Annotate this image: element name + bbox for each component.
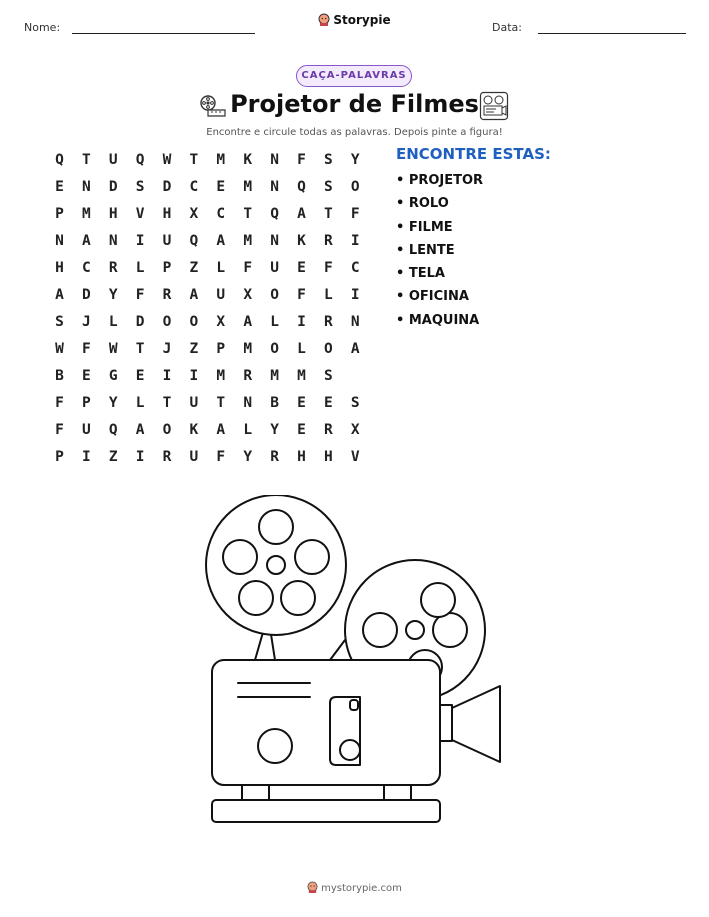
storypie-logo-icon xyxy=(307,881,318,893)
page-title: Projetor de Filmes xyxy=(230,90,479,118)
grid-letter[interactable]: A xyxy=(81,233,91,249)
instructions: Encontre e circule todas as palavras. Depois pinte a figura! xyxy=(206,127,503,138)
grid-letter[interactable]: P xyxy=(162,260,172,276)
grid-letter[interactable]: N xyxy=(243,395,253,411)
grid-letter[interactable]: U xyxy=(189,395,199,411)
grid-letter[interactable]: T xyxy=(81,152,91,168)
grid-letter[interactable]: H xyxy=(297,449,306,465)
grid-letter[interactable]: U xyxy=(270,260,279,276)
brand xyxy=(0,13,709,27)
grid-letter[interactable]: E xyxy=(297,395,306,411)
grid-letter[interactable]: F xyxy=(135,287,145,303)
grid-letter[interactable]: Q xyxy=(55,152,64,168)
grid-letter[interactable]: M xyxy=(297,368,306,384)
grid-letter[interactable]: F xyxy=(350,206,360,222)
grid-letter[interactable]: F xyxy=(81,341,91,357)
grid-letter[interactable]: R xyxy=(162,449,172,465)
grid-letter[interactable]: A xyxy=(135,422,145,438)
grid-letter[interactable]: R xyxy=(108,260,118,276)
grid-letter[interactable]: R xyxy=(323,422,333,438)
grid-letter[interactable]: E xyxy=(135,368,145,384)
grid-letter[interactable]: O xyxy=(350,179,360,195)
grid-letter[interactable]: A xyxy=(189,287,199,303)
grid-letter[interactable]: M xyxy=(270,368,279,384)
grid-letter[interactable]: X xyxy=(243,287,253,303)
grid-letter[interactable]: L xyxy=(297,341,306,357)
grid-letter[interactable]: F xyxy=(55,422,64,438)
grid-letter[interactable]: O xyxy=(323,341,333,357)
grid-letter[interactable]: Y xyxy=(243,449,253,465)
word-item: • TELA xyxy=(396,266,445,282)
word-item: • LENTE xyxy=(396,242,455,258)
word-item: • FILME xyxy=(396,219,453,235)
grid-letter[interactable]: F xyxy=(243,260,253,276)
grid-letter[interactable]: B xyxy=(270,395,279,411)
grid-letter[interactable]: N xyxy=(350,314,360,330)
grid-letter[interactable]: N xyxy=(55,233,64,249)
grid-letter[interactable]: C xyxy=(216,206,226,222)
grid-letter[interactable]: U xyxy=(189,449,199,465)
grid-letter[interactable]: M xyxy=(243,341,253,357)
grid-letter[interactable]: I xyxy=(350,233,360,249)
grid-letter[interactable]: E xyxy=(81,368,91,384)
grid-letter[interactable]: X xyxy=(350,422,360,438)
grid-letter[interactable]: I xyxy=(350,287,360,303)
word-search-grid[interactable] xyxy=(46,147,369,471)
grid-letter[interactable]: G xyxy=(108,368,118,384)
grid-letter[interactable]: H xyxy=(162,206,172,222)
grid-letter[interactable]: L xyxy=(323,287,333,303)
grid-letter[interactable]: J xyxy=(162,341,172,357)
grid-letter[interactable]: M xyxy=(243,233,253,249)
grid-letter[interactable]: L xyxy=(108,314,118,330)
grid-letter[interactable]: S xyxy=(323,368,333,384)
grid-letter[interactable]: T xyxy=(216,395,226,411)
grid-letter[interactable]: H xyxy=(108,206,118,222)
grid-letter[interactable]: X xyxy=(216,314,226,330)
grid-letter[interactable]: Y xyxy=(270,422,279,438)
grid-letter[interactable]: U xyxy=(108,152,118,168)
grid-letter[interactable]: R xyxy=(243,368,253,384)
grid-letter[interactable]: Z xyxy=(189,260,199,276)
grid-letter[interactable]: E xyxy=(297,422,306,438)
activity-badge: CAÇA-PALAVRAS xyxy=(296,65,412,87)
grid-letter[interactable]: W xyxy=(108,341,118,357)
name-line[interactable] xyxy=(72,33,255,34)
grid-letter[interactable]: F xyxy=(55,395,64,411)
footer xyxy=(0,881,709,894)
grid-letter[interactable]: K xyxy=(243,152,253,168)
grid-letter[interactable]: P xyxy=(81,395,91,411)
word-list xyxy=(396,171,483,334)
grid-letter[interactable]: T xyxy=(189,152,199,168)
grid-letter[interactable]: P xyxy=(216,341,226,357)
grid-letter[interactable]: Y xyxy=(108,395,118,411)
grid-letter[interactable]: M xyxy=(216,152,226,168)
grid-letter[interactable]: R xyxy=(270,449,279,465)
grid-letter[interactable]: O xyxy=(162,314,172,330)
grid-letter[interactable]: F xyxy=(323,260,333,276)
grid-letter[interactable]: K xyxy=(297,233,306,249)
grid-letter[interactable]: N xyxy=(108,233,118,249)
grid-letter[interactable]: W xyxy=(55,341,64,357)
grid-letter[interactable]: P xyxy=(55,449,64,465)
grid-letter[interactable]: Z xyxy=(108,449,118,465)
grid-letter[interactable]: S xyxy=(323,179,333,195)
word-item: • MAQUINA xyxy=(396,312,480,328)
grid-letter[interactable]: D xyxy=(108,179,118,195)
grid-empty xyxy=(342,363,369,390)
grid-letter[interactable]: S xyxy=(350,395,360,411)
grid-letter[interactable]: I xyxy=(297,314,306,330)
grid-letter[interactable]: U xyxy=(81,422,91,438)
date-line[interactable] xyxy=(538,33,686,34)
grid-letter[interactable]: E xyxy=(55,179,64,195)
grid-letter[interactable]: Y xyxy=(350,152,360,168)
grid-letter[interactable]: A xyxy=(243,314,253,330)
grid-letter[interactable]: A xyxy=(55,287,64,303)
grid-letter[interactable]: M xyxy=(81,206,91,222)
grid-letter[interactable]: U xyxy=(216,287,226,303)
grid-letter[interactable]: T xyxy=(323,206,333,222)
grid-letter[interactable]: A xyxy=(297,206,306,222)
grid-letter[interactable]: C xyxy=(81,260,91,276)
grid-letter[interactable]: E xyxy=(323,395,333,411)
word-item: • ROLO xyxy=(396,196,449,212)
grid-letter[interactable]: W xyxy=(162,152,172,168)
grid-letter[interactable]: L xyxy=(135,395,145,411)
grid-letter[interactable]: N xyxy=(270,179,279,195)
grid-letter[interactable]: O xyxy=(162,422,172,438)
grid-letter[interactable]: C xyxy=(189,179,199,195)
grid-letter[interactable]: S xyxy=(135,179,145,195)
grid-letter[interactable]: Q xyxy=(270,206,279,222)
grid-letter[interactable]: Q xyxy=(135,152,145,168)
word-item: • OFICINA xyxy=(396,289,469,305)
grid-letter[interactable]: R xyxy=(162,287,172,303)
grid-letter[interactable]: T xyxy=(243,206,253,222)
grid-letter[interactable]: Z xyxy=(189,341,199,357)
grid-letter[interactable]: F xyxy=(297,152,306,168)
grid-letter[interactable]: D xyxy=(81,287,91,303)
grid-letter[interactable]: L xyxy=(135,260,145,276)
grid-letter[interactable]: P xyxy=(55,206,64,222)
name-label: Nome: xyxy=(24,21,61,34)
grid-letter[interactable]: N xyxy=(81,179,91,195)
grid-letter[interactable]: Q xyxy=(108,422,118,438)
grid-letter[interactable]: R xyxy=(323,314,333,330)
grid-letter[interactable]: S xyxy=(323,152,333,168)
grid-letter[interactable]: O xyxy=(270,341,279,357)
grid-letter[interactable]: R xyxy=(323,233,333,249)
grid-letter[interactable]: Y xyxy=(108,287,118,303)
grid-letter[interactable]: D xyxy=(162,179,172,195)
film-projector-illustration[interactable] xyxy=(200,495,510,830)
grid-letter[interactable]: V xyxy=(350,449,360,465)
grid-letter[interactable]: D xyxy=(135,314,145,330)
grid-letter[interactable]: I xyxy=(135,233,145,249)
grid-letter[interactable]: A xyxy=(350,341,360,357)
grid-letter[interactable]: A xyxy=(216,422,226,438)
grid-letter[interactable]: L xyxy=(270,314,279,330)
footer-url[interactable]: mystorypie.com xyxy=(321,883,402,894)
grid-letter[interactable]: U xyxy=(162,233,172,249)
grid-letter[interactable]: N xyxy=(270,152,279,168)
grid-letter[interactable]: L xyxy=(216,260,226,276)
grid-letter[interactable]: M xyxy=(216,368,226,384)
grid-letter[interactable]: V xyxy=(135,206,145,222)
grid-letter[interactable]: O xyxy=(189,314,199,330)
grid-letter[interactable]: N xyxy=(270,233,279,249)
date-label: Data: xyxy=(492,21,522,34)
grid-letter[interactable]: A xyxy=(216,233,226,249)
grid-letter[interactable]: Q xyxy=(297,179,306,195)
grid-letter[interactable]: I xyxy=(189,368,199,384)
grid-letter[interactable]: M xyxy=(243,179,253,195)
grid-letter[interactable]: F xyxy=(216,449,226,465)
grid-letter[interactable]: H xyxy=(55,260,64,276)
grid-letter[interactable]: H xyxy=(323,449,333,465)
word-list-heading: ENCONTRE ESTAS: xyxy=(396,145,551,163)
grid-letter[interactable]: Q xyxy=(189,233,199,249)
grid-letter[interactable]: T xyxy=(135,341,145,357)
grid-letter[interactable]: K xyxy=(189,422,199,438)
grid-letter[interactable]: I xyxy=(162,368,172,384)
grid-letter[interactable]: O xyxy=(270,287,279,303)
grid-letter[interactable]: E xyxy=(216,179,226,195)
grid-letter[interactable]: T xyxy=(162,395,172,411)
cinema-icon xyxy=(479,91,509,121)
grid-letter[interactable]: F xyxy=(297,287,306,303)
grid-letter[interactable]: B xyxy=(55,368,64,384)
grid-letter[interactable]: E xyxy=(297,260,306,276)
storypie-logo-icon xyxy=(318,13,330,26)
grid-letter[interactable]: J xyxy=(81,314,91,330)
grid-letter[interactable]: S xyxy=(55,314,64,330)
grid-letter[interactable]: I xyxy=(81,449,91,465)
grid-letter[interactable]: L xyxy=(243,422,253,438)
brand-name: Storypie xyxy=(333,13,391,27)
word-item: • PROJETOR xyxy=(396,173,484,188)
grid-letter[interactable]: C xyxy=(350,260,360,276)
grid-letter[interactable]: I xyxy=(135,449,145,465)
grid-letter[interactable]: X xyxy=(189,206,199,222)
